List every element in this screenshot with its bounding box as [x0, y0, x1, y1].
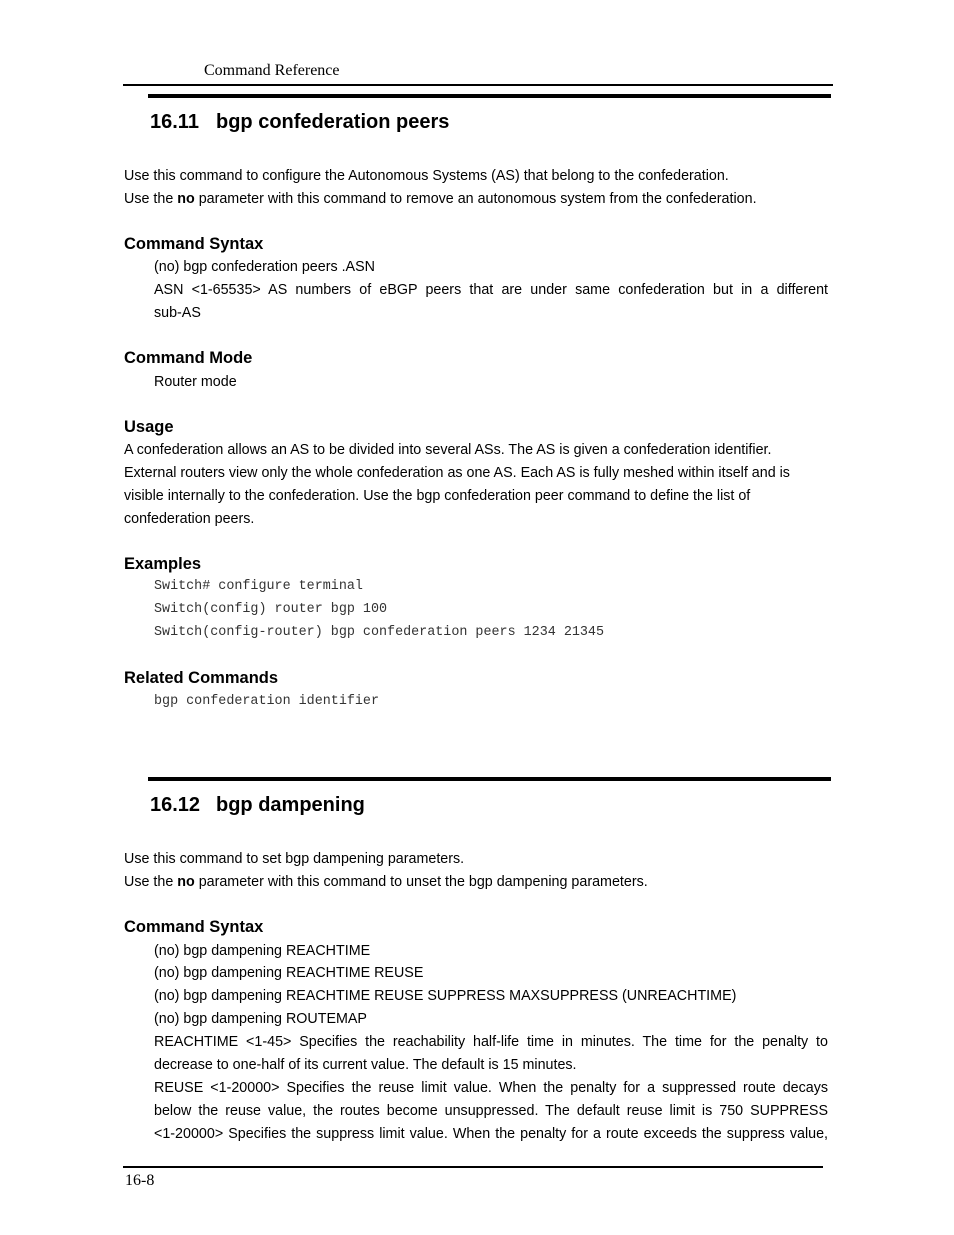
section-number: 16.12 — [150, 794, 201, 816]
intro-line-1: Use this command to set bgp dampening parameters. — [124, 851, 465, 867]
section-title-text: bgp dampening — [216, 794, 365, 816]
command-syntax-heading: Command Syntax — [124, 235, 264, 253]
related-commands-heading: Related Commands — [124, 669, 279, 687]
reuse-description-line-3: <1-20000> Specifies the suppress limit value. When the penalty for a route exceeds the suppress value, — [154, 1126, 828, 1142]
section-title-text: bgp confederation peers — [216, 111, 450, 133]
example-code-line: Switch# configure terminal — [154, 579, 363, 594]
header-rule — [123, 84, 833, 86]
intro-line-1: Use this command to configure the Autonomous Systems (AS) that belong to the confederation. — [124, 168, 729, 184]
syntax-line: (no) bgp dampening REACHTIME REUSE SUPPRESS MAXSUPPRESS (UNREACHTIME) — [154, 988, 737, 1004]
section-16-12-title — [150, 794, 365, 817]
reachtime-description-line-2: decrease to one-half of its current value. The default is 15 minutes. — [154, 1057, 577, 1073]
section-number: 16.11 — [150, 111, 199, 133]
intro-line-2: Use the no parameter with this command to remove an autonomous system from the confederation. — [124, 191, 757, 207]
page-number: 16-8 — [125, 1172, 155, 1189]
command-mode-heading: Command Mode — [124, 349, 253, 367]
usage-line: confederation peers. — [124, 511, 255, 527]
reuse-description-line-1: REUSE <1-20000> Specifies the reuse limit value. When the penalty for a suppressed route decays — [154, 1080, 828, 1096]
footer-rule — [123, 1166, 823, 1168]
section-16-11-rule — [148, 94, 831, 98]
syntax-line: (no) bgp dampening ROUTEMAP — [154, 1011, 367, 1027]
running-header: Command Reference — [204, 62, 340, 79]
reuse-description-line-2: below the reuse value, the routes become unsuppressed. The default reuse limit is 750 SUPPRESS — [154, 1103, 828, 1119]
command-syntax-heading: Command Syntax — [124, 918, 264, 936]
asn-description-line-2: sub-AS — [154, 305, 201, 321]
asn-description-line-1: ASN <1-65535> AS numbers of eBGP peers that are under same confederation but in a different — [154, 282, 828, 298]
section-16-11-title — [150, 111, 449, 134]
reachtime-description-line-1: REACHTIME <1-45> Specifies the reachability half-life time in minutes. The time for the penalty to — [154, 1034, 828, 1050]
syntax-line: (no) bgp dampening REACHTIME — [154, 943, 371, 959]
syntax-line: (no) bgp confederation peers .ASN — [154, 259, 375, 275]
section-16-12-rule — [148, 777, 831, 781]
intro-line-2: Use the no parameter with this command to unset the bgp dampening parameters. — [124, 874, 648, 890]
usage-line: External routers view only the whole confederation as one AS. Each AS is fully meshed within itself and is — [124, 465, 790, 481]
example-code-line: Switch(config-router) bgp confederation peers 1234 21345 — [154, 625, 604, 640]
usage-line: visible internally to the confederation. Use the bgp confederation peer command to define the list of — [124, 488, 751, 504]
usage-line: A confederation allows an AS to be divided into several ASs. The AS is given a confederation identifier. — [124, 442, 772, 458]
command-mode-value: Router mode — [154, 374, 237, 390]
examples-heading: Examples — [124, 555, 202, 573]
usage-heading: Usage — [124, 418, 174, 436]
syntax-line: (no) bgp dampening REACHTIME REUSE — [154, 965, 424, 981]
example-code-line: Switch(config) router bgp 100 — [154, 602, 388, 617]
related-command: bgp confederation identifier — [154, 694, 379, 709]
